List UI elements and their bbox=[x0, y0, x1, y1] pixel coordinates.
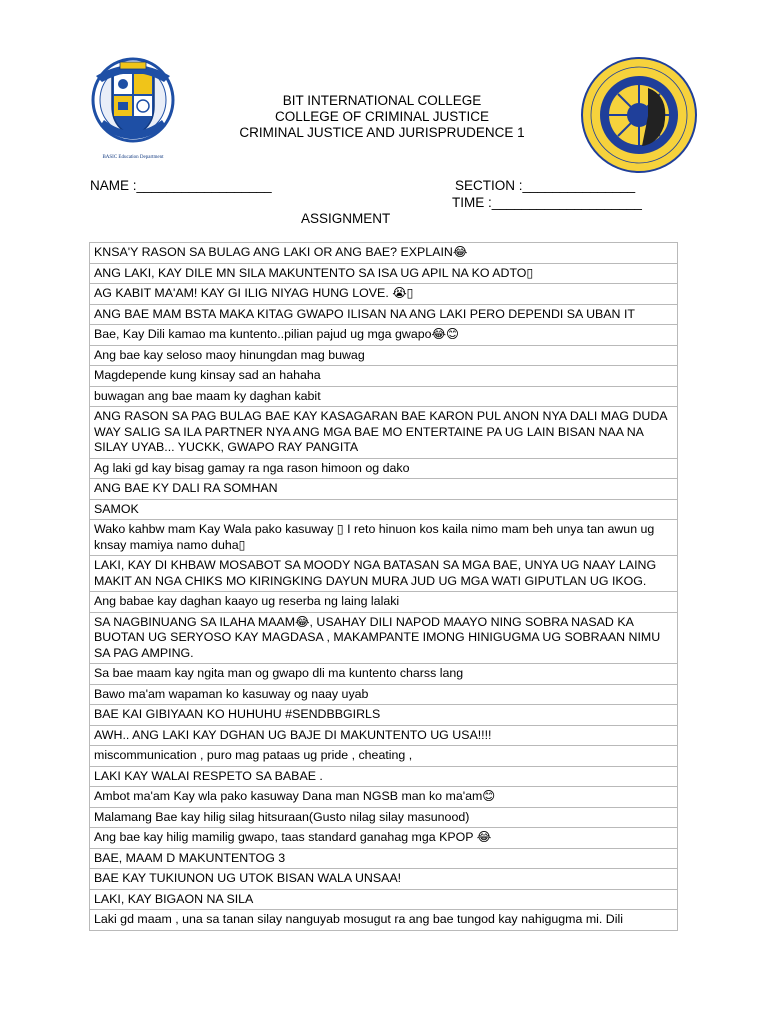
response-cell: AG KABIT MA'AM! KAY GI ILIG NIYAG HUNG LOVE. 😭▯ bbox=[90, 284, 678, 305]
name-field: NAME :__________________ bbox=[90, 178, 272, 193]
table-row bbox=[90, 612, 678, 664]
table-row bbox=[90, 787, 678, 808]
table-row bbox=[90, 263, 678, 284]
table-row bbox=[90, 499, 678, 520]
response-cell: ANG BAE MAM BSTA MAKA KITAG GWAPO ILISAN NA ANG LAKI PERO DEPENDI SA UBAN IT bbox=[90, 304, 678, 325]
response-cell: Ang bae kay hilig mamilig gwapo, taas standard ganahag mga KPOP 😂 bbox=[90, 828, 678, 849]
response-cell: Ag laki gd kay bisag gamay ra nga rason himoon og dako bbox=[90, 458, 678, 479]
time-field: TIME :____________________ bbox=[452, 195, 642, 210]
table-row bbox=[90, 910, 678, 931]
table-row bbox=[90, 869, 678, 890]
response-cell: Magdepende kung kinsay sad an hahaha bbox=[90, 366, 678, 387]
response-cell: BAE KAY TUKIUNON UG UTOK BISAN WALA UNSAA! bbox=[90, 869, 678, 890]
response-cell: Bawo ma'am wapaman ko kasuway og naay uyab bbox=[90, 684, 678, 705]
table-row bbox=[90, 889, 678, 910]
response-cell: LAKI, KAY DI KHBAW MOSABOT SA MOODY NGA BATASAN SA MGA BAE, UNYA UG NAAY LAING MAKIT AN NGA CHIKS MO KIRINGKING DAYUN MURA JUD UG MGA WATI GIPUTLAN UG IKOG. bbox=[90, 556, 678, 592]
response-cell: Bae, Kay Dili kamao ma kuntento..pilian pajud ug mga gwapo😂😊 bbox=[90, 325, 678, 346]
course-name: CRIMINAL JUSTICE AND JURISPRUDENCE 1 bbox=[239, 125, 525, 140]
table-row bbox=[90, 284, 678, 305]
college-name: BIT INTERNATIONAL COLLEGE bbox=[282, 93, 482, 108]
table-row bbox=[90, 766, 678, 787]
response-cell: Ang bae kay seloso maoy hinungdan mag buwag bbox=[90, 345, 678, 366]
table-row bbox=[90, 479, 678, 500]
table-row bbox=[90, 458, 678, 479]
response-cell: ANG RASON SA PAG BULAG BAE KAY KASAGARAN BAE KARON PUL ANON NYA DALI MAG DUDA WAY SALIG SA ILA PARTNER NYA ANG MGA BAE MO ENTERTAINE PA UG LAIN BISAN NAA NA SILAY UYAB... YUCKK, GWAPO RAY PANGITA bbox=[90, 407, 678, 459]
table-row bbox=[90, 345, 678, 366]
response-cell: miscommunication , puro mag pataas ug pride , cheating , bbox=[90, 746, 678, 767]
table-row bbox=[90, 828, 678, 849]
crest-caption: BASIC Education Department bbox=[102, 155, 164, 160]
table-row bbox=[90, 304, 678, 325]
response-cell: AWH.. ANG LAKI KAY DGHAN UG BAJE DI MAKUNTENTO UG USA!!!! bbox=[90, 725, 678, 746]
table-row bbox=[90, 725, 678, 746]
responses-table bbox=[89, 242, 678, 931]
table-row bbox=[90, 386, 678, 407]
table-row bbox=[90, 746, 678, 767]
response-cell: Ambot ma'am Kay wla pako kasuway Dana man NGSB man ko ma'am😊 bbox=[90, 787, 678, 808]
response-cell: SAMOK bbox=[90, 499, 678, 520]
table-row bbox=[90, 592, 678, 613]
table-row bbox=[90, 664, 678, 685]
document-header bbox=[200, 93, 564, 141]
response-cell: buwagan ang bae maam ky daghan kabit bbox=[90, 386, 678, 407]
response-cell: LAKI KAY WALAI RESPETO SA BABAE . bbox=[90, 766, 678, 787]
department-name: COLLEGE OF CRIMINAL JUSTICE bbox=[274, 109, 490, 124]
table-row bbox=[90, 556, 678, 592]
response-cell: Malamang Bae kay hilig silag hitsuraan(Gusto nilag silay masunood) bbox=[90, 807, 678, 828]
response-cell: Wako kahbw mam Kay Wala pako kasuway ▯ I reto hinuon kos kaila nimo mam beh unya tan awun ug knsay mamiya namo duha▯ bbox=[90, 520, 678, 556]
college-of-criminal-justice-seal-icon bbox=[578, 56, 700, 174]
response-cell: ANG LAKI, KAY DILE MN SILA MAKUNTENTO SA ISA UG APIL NA KO ADTO▯ bbox=[90, 263, 678, 284]
table-row bbox=[90, 705, 678, 726]
table-row bbox=[90, 807, 678, 828]
response-cell: LAKI, KAY BIGAON NA SILA bbox=[90, 889, 678, 910]
table-row bbox=[90, 684, 678, 705]
table-row bbox=[90, 325, 678, 346]
response-cell: SA NAGBINUANG SA ILAHA MAAM😂, USAHAY DILI NAPOD MAAYO NING SOBRA NASAD KA BUOTAN UG SERYOSO KAY MAGDASA , MAKAMPANTE IMONG HINIGUGMA UG SOBRAAN NIMU SA PAG AMPING. bbox=[90, 612, 678, 664]
assignment-heading: ASSIGNMENT bbox=[301, 211, 391, 226]
section-field: SECTION :_______________ bbox=[455, 178, 636, 193]
response-cell: BAE, MAAM D MAKUNTENTOG 3 bbox=[90, 848, 678, 869]
response-cell: Laki gd maam , una sa tanan silay nanguyab mosugut ra ang bae tungod kay nahigugma mi. Dili bbox=[90, 910, 678, 931]
response-cell: KNSA'Y RASON SA BULAG ANG LAKI OR ANG BAE? EXPLAIN😂 bbox=[90, 243, 678, 264]
response-cell: Ang babae kay daghan kaayo ug reserba ng laing lalaki bbox=[90, 592, 678, 613]
response-cell: ANG BAE KY DALI RA SOMHAN bbox=[90, 479, 678, 500]
table-row bbox=[90, 243, 678, 264]
table-row bbox=[90, 848, 678, 869]
table-row bbox=[90, 366, 678, 387]
response-cell: Sa bae maam kay ngita man og gwapo dli ma kuntento charss lang bbox=[90, 664, 678, 685]
table-row bbox=[90, 520, 678, 556]
response-cell: BAE KAI GIBIYAAN KO HUHUHU #SENDBBGIRLS bbox=[90, 705, 678, 726]
bit-international-college-crest-icon bbox=[90, 56, 176, 164]
table-row bbox=[90, 407, 678, 459]
